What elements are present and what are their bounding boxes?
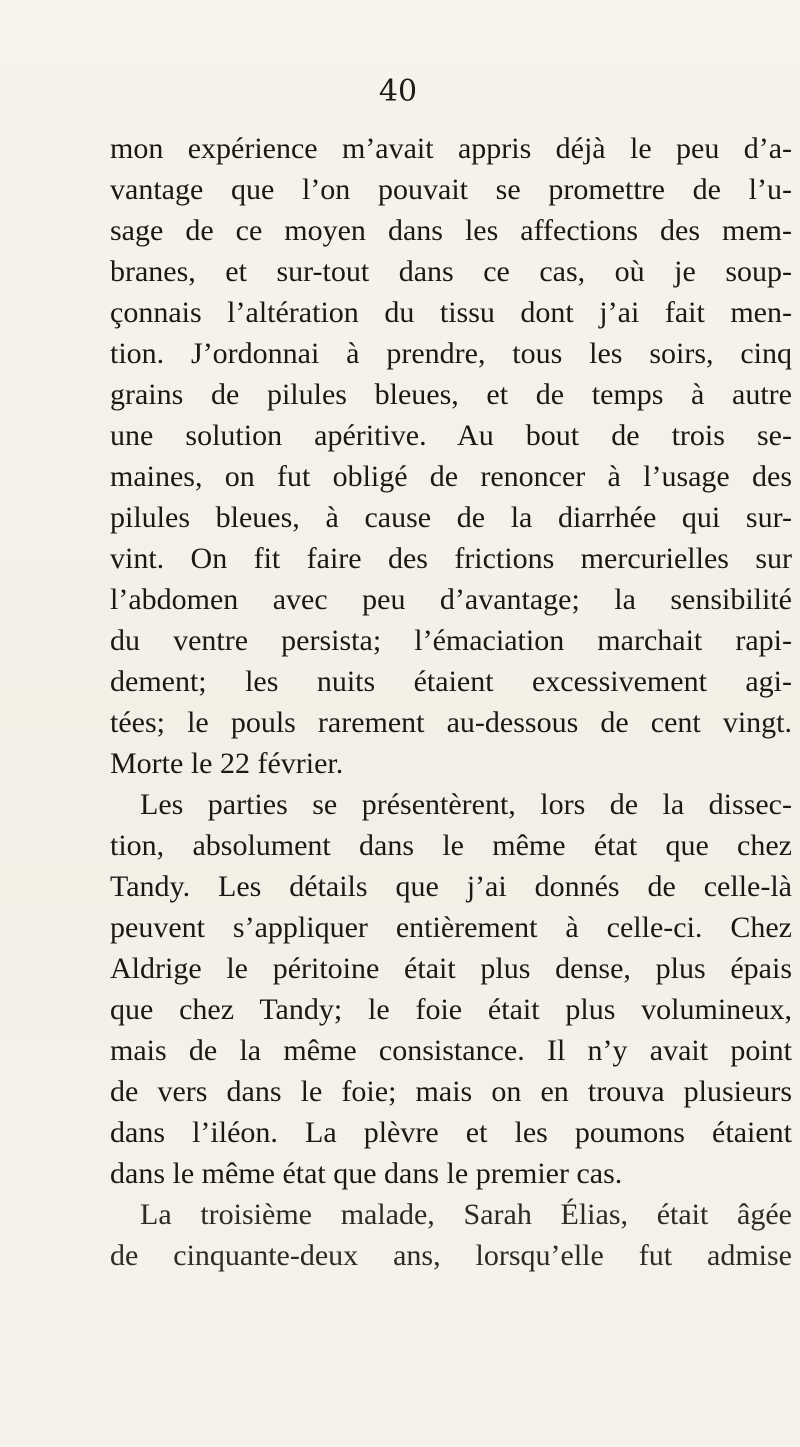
text-line: Tandy. Les détails que j’ai donnés de celle-là (110, 870, 792, 903)
text-line: mon expérience m’avait appris déjà le peu d’a- (110, 132, 792, 165)
text-line: Aldrige le péritoine était plus dense, plus épais (110, 952, 792, 985)
text-line: tion. J’ordonnai à prendre, tous les soirs, cinq (110, 337, 792, 370)
text-line: une solution apéritive. Au bout de trois se- (110, 419, 792, 452)
text-line: grains de pilules bleues, et de temps à autre (110, 378, 792, 411)
text-line: vantage que l’on pouvait se promettre de l’u- (110, 173, 792, 206)
text-line: mais de la même consistance. Il n’y avait point (110, 1034, 792, 1067)
text-line: La troisième malade, Sarah Élias, était âgée (140, 1198, 792, 1231)
text-line: l’abdomen avec peu d’avantage; la sensibilité (110, 583, 792, 616)
text-line: que chez Tandy; le foie était plus volumineux, (110, 993, 792, 1026)
page-number: 40 (378, 74, 418, 109)
text-line: du ventre persista; l’émaciation marchait rapi- (110, 624, 792, 657)
text-line: Les parties se présentèrent, lors de la dissec- (140, 788, 792, 821)
text-line: de cinquante-deux ans, lorsqu’elle fut admise (110, 1239, 792, 1272)
text-line: çonnais l’altération du tissu dont j’ai fait men- (110, 296, 792, 329)
text-line: vint. On fit faire des frictions mercurielles sur (110, 542, 792, 575)
text-line: dans l’iléon. La plèvre et les poumons étaient (110, 1116, 792, 1149)
text-line: Morte le 22 février. (110, 747, 344, 780)
text-line: sage de ce moyen dans les affections des mem- (110, 214, 792, 247)
text-line: de vers dans le foie; mais on en trouva plusieurs (110, 1075, 792, 1108)
text-line: tion, absolument dans le même état que chez (110, 829, 792, 862)
text-line: branes, et sur-tout dans ce cas, où je soup- (110, 255, 792, 288)
text-line: dans le même état que dans le premier cas. (110, 1157, 623, 1190)
text-line: tées; le pouls rarement au-dessous de cent vingt. (110, 706, 792, 739)
text-line: peuvent s’appliquer entièrement à celle-ci. Chez (110, 911, 792, 944)
text-line: maines, on fut obligé de renoncer à l’usage des (110, 460, 792, 493)
text-line: pilules bleues, à cause de la diarrhée qui sur- (110, 501, 792, 534)
body-text (110, 128, 792, 1276)
text-line: dement; les nuits étaient excessivement agi- (110, 665, 792, 698)
